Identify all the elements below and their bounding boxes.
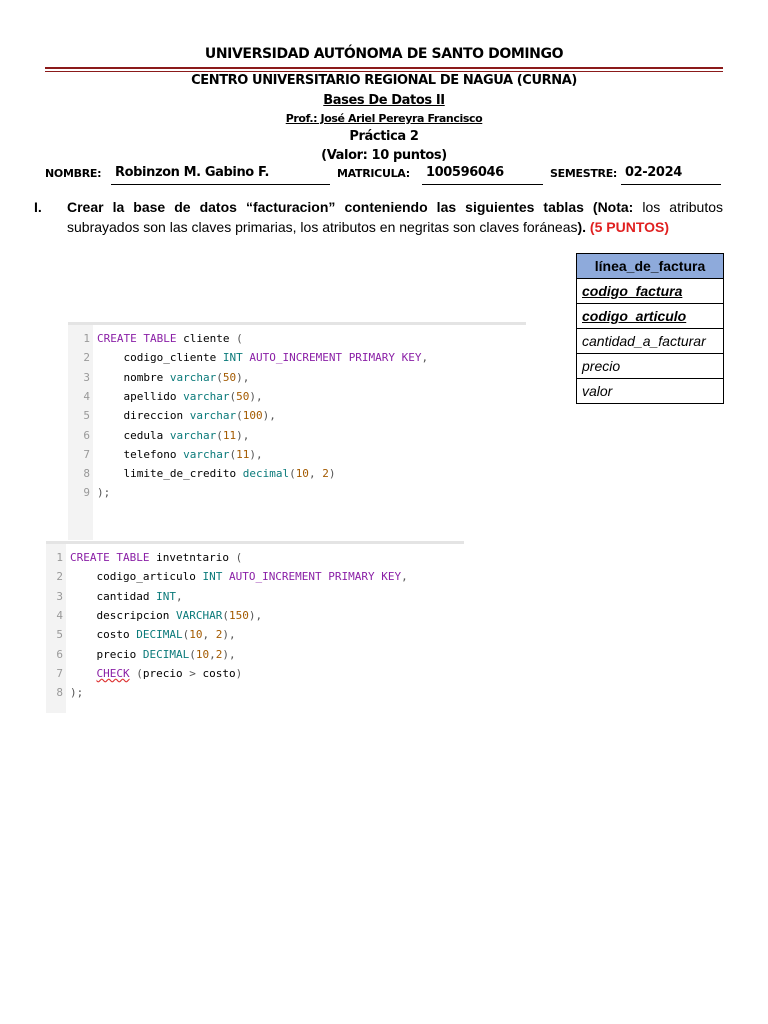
code-line: telefono varchar(11), (97, 447, 263, 461)
table-row-pk: codigo_factura (577, 279, 724, 304)
name-field[interactable]: Robinzon M. Gabino F. (111, 165, 330, 185)
name-label: NOMBRE: (45, 167, 102, 180)
code-line-number: 7 (83, 447, 90, 461)
code-line-number: 6 (56, 647, 63, 661)
table-header: línea_de_factura (577, 254, 724, 279)
code-line-number: 3 (56, 589, 63, 603)
semester-field[interactable]: 02-2024 (621, 165, 721, 185)
code-line: costo DECIMAL(10, 2), (70, 628, 236, 642)
professor-name: Prof.: José Ariel Pereyra Francisco (285, 112, 483, 125)
question-normal-text: los atributos subrayados son las claves primarias, los atributos en negritas son claves foráneas (67, 199, 723, 235)
code-line: CHECK (precio > costo) (96, 666, 243, 680)
course-title: Bases De Datos II (323, 93, 445, 108)
code-line-number: 2 (56, 570, 63, 584)
code-line-number: 4 (83, 389, 90, 403)
code-line: codigo_articulo INT AUTO_INCREMENT PRIMARY KEY, (70, 570, 408, 584)
table-row: valor (577, 379, 724, 404)
code-line: ); (70, 686, 84, 700)
code-line-number: 7 (56, 666, 63, 680)
code-top-bar (68, 322, 526, 325)
code-line: CREATE TABLE cliente ( (97, 332, 243, 345)
table-row: cantidad_a_facturar (577, 329, 724, 354)
code-line-number: 5 (83, 409, 90, 423)
table-row-pk: codigo_articulo (577, 304, 724, 329)
id-label: MATRICULA: (337, 167, 410, 180)
code-line: codigo_cliente INT AUTO_INCREMENT PRIMARY KEY, (97, 351, 429, 365)
code-screenshot-cliente (68, 322, 526, 540)
code-screenshot-inventario (46, 541, 464, 713)
code-line: limite_de_credito decimal(10, 2) (97, 467, 336, 481)
question-points: (5 PUNTOS) (586, 219, 670, 235)
code-line: CREATE TABLE invetntario ( (70, 551, 243, 564)
code-line-number: 5 (56, 628, 63, 642)
code-line-number: 8 (56, 686, 63, 700)
center-title: CENTRO UNIVERSITARIO REGIONAL DE NAGUA (CURNA) (191, 73, 577, 88)
code-line: apellido varchar(50), (97, 389, 263, 403)
code-line-number: 9 (83, 486, 90, 500)
id-field[interactable]: 100596046 (422, 165, 543, 185)
code-line: descripcion VARCHAR(150), (70, 608, 263, 622)
code-line: cantidad INT, (70, 589, 183, 603)
university-title: UNIVERSIDAD AUTÓNOMA DE SANTO DOMINGO (204, 46, 564, 62)
code-line: nombre varchar(50), (97, 370, 250, 384)
semester-label: SEMESTRE: (550, 167, 618, 180)
question-text (67, 197, 723, 237)
code-line: direccion varchar(100), (97, 409, 276, 423)
header-rule-thick (45, 67, 723, 69)
code-line-number: 3 (83, 370, 90, 384)
practice-value: (Valor: 10 puntos) (321, 148, 447, 163)
code-line-number: 6 (83, 428, 90, 442)
table-row: precio (577, 354, 724, 379)
question-bold-text: Crear la base de datos “facturacion” conteniendo las siguientes tablas (Nota: (67, 199, 634, 215)
code-line-number: 1 (56, 551, 63, 564)
code-line: cedula varchar(11), (97, 428, 250, 442)
practice-title: Práctica 2 (349, 129, 419, 144)
header-rule-thin (45, 71, 723, 72)
code-line-number: 4 (56, 608, 63, 622)
code-line-number: 1 (83, 332, 90, 345)
code-line: precio DECIMAL(10,2), (70, 647, 236, 661)
code-line-number: 2 (83, 351, 90, 365)
question-close-text: ). (577, 219, 587, 235)
code-line: ); (97, 486, 111, 500)
code-top-bar (46, 541, 464, 544)
question-number: I. (34, 199, 42, 215)
linea-de-factura-table (576, 253, 724, 404)
code-line-number: 8 (83, 467, 90, 481)
